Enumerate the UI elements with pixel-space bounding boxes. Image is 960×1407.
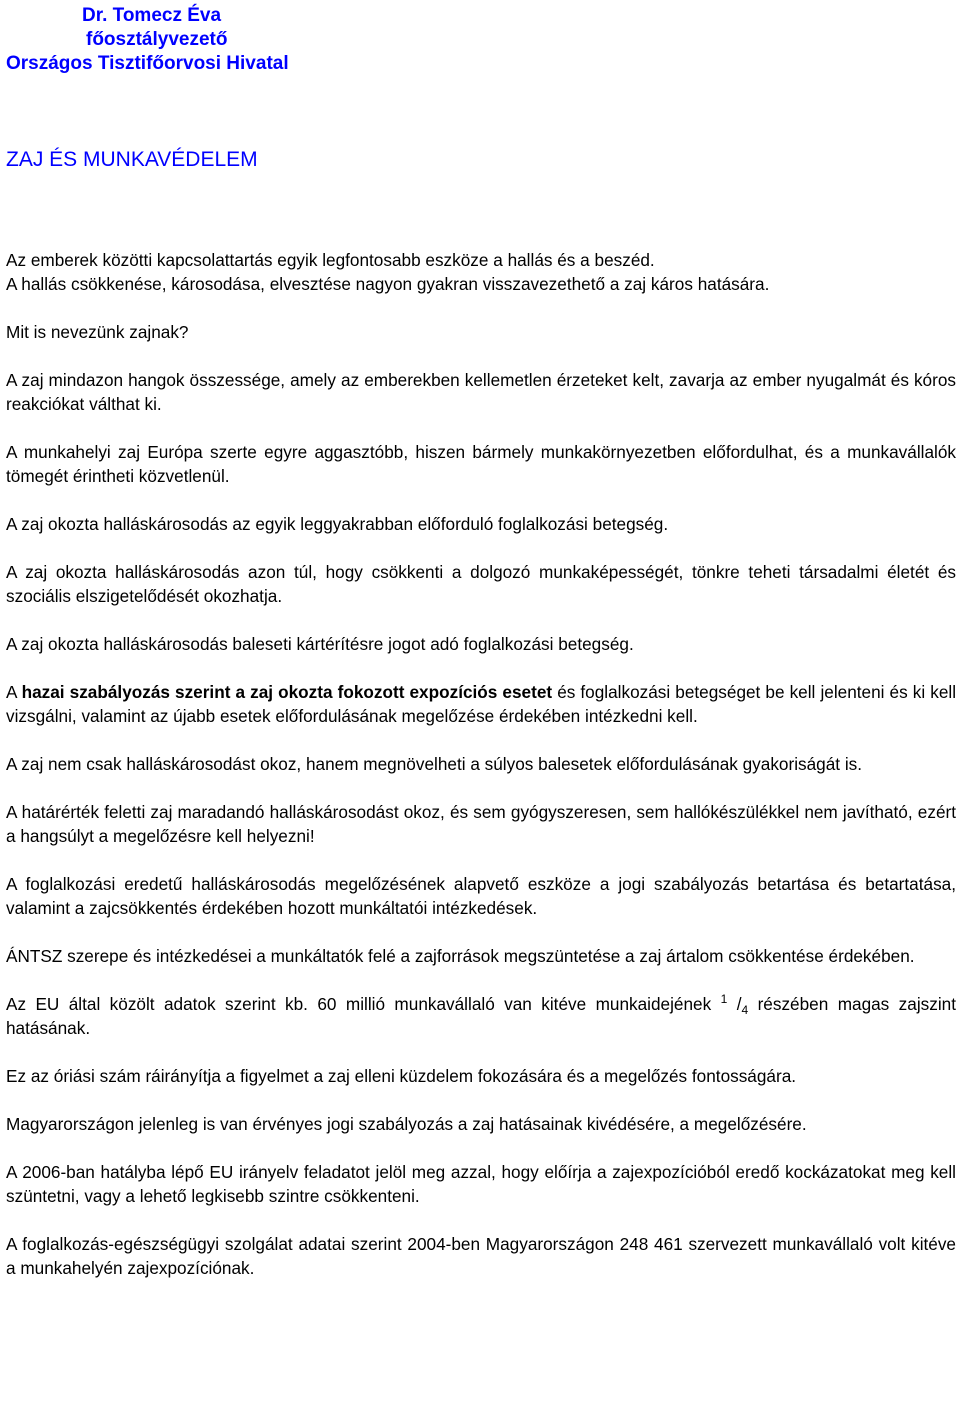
paragraph-prevention: A foglalkozási eredetű halláskárosodás megelőzésének alapvető eszköze a jogi szabályozás betartása és betartatása, valamint a zajcsökkentés érdekében hozott munkáltatói intézkedések. (6, 874, 956, 918)
paragraph-definition: A zaj mindazon hangok összessége, amely az emberekben kellemetlen érzeteket kelt, zavarja az ember nyugalmát és kóros reakciókat válthat ki. (6, 370, 956, 414)
document-title: ZAJ ÉS MUNKAVÉDELEM (6, 148, 258, 171)
fraction-denominator: 4 (741, 1003, 749, 1017)
author-block (6, 4, 289, 76)
author-position: főosztályvezető (86, 29, 228, 50)
paragraph-workplace-noise: A munkahelyi zaj Európa szerte egyre aggasztóbb, hiszen bármely munkakörnyezetben előfordulhat, és a munkavállalók tömegét érintheti közvetlenül. (6, 442, 956, 486)
paragraph-antsz: ÁNTSZ szerepe és intézkedései a munkáltatók felé a zajforrások megszüntetése a zaj ártalom csökkentése érdekében. (6, 946, 915, 966)
author-name: Dr. Tomecz Éva (82, 5, 222, 26)
paragraph-social-effects: A zaj okozta halláskárosodás azon túl, hogy csökkenti a dolgozó munkaképességét, tönkre teheti társadalmi életét és szociális elszigetelődését okozhatja. (6, 562, 956, 606)
paragraph-accidents: A zaj nem csak halláskárosodást okoz, hanem megnövelheti a súlyos balesetek előfordulásának gyakoriságát is. (6, 754, 863, 774)
paragraph-eu-directive: A 2006-ban hatályba lépő EU irányelv feladatot jelöl meg azzal, hogy előírja a zajexpozícióból eredő kockázatokat meg kell szüntetni, vagy a lehető legkisebb szintre csökkenteni. (6, 1162, 956, 1206)
fraction-numerator: 1 (720, 992, 728, 1006)
regulation-emphasis: hazai szabályozás szerint a zaj okozta fokozott expozíciós esetet (21, 682, 553, 702)
paragraph-1a: Az emberek közötti kapcsolattartás egyik legfontosabb eszköze a hallás és a beszéd. (6, 250, 655, 270)
paragraph-occupational-disease: A zaj okozta halláskárosodás az egyik leggyakrabban előforduló foglalkozási betegség. (6, 514, 669, 534)
paragraph-hungary-regulation: Magyarországon jelenleg is van érvényes jogi szabályozás a zaj hatásainak kivédésére, a megelőzésére. (6, 1114, 807, 1134)
paragraph-regulation: A hazai szabályozás szerint a zaj okozta fokozott expozíciós esetet és foglalkozási betegséget be kell jelenteni és ki kell vizsgálni, valamint az újabb esetek előfordulásának megelőzése érdekében intézkedni kell. (6, 682, 957, 726)
paragraph-1b: A hallás csökkenése, károsodása, elvesztése nagyon gyakran visszavezethető a zaj káros hatására. (6, 274, 770, 294)
paragraph-compensation: A zaj okozta halláskárosodás baleseti kártérítésre jogot adó foglalkozási betegség. (6, 634, 634, 654)
document-body (6, 248, 956, 1280)
paragraph-eu-data: Az EU által közölt adatok szerint kb. 60 millió munkavállaló van kitéve munkaidejének $^1$ $/_4$ részében magas zajszint hatásának. (6, 992, 956, 1038)
paragraph-statistics: A foglalkozás-egészségügyi szolgálat adatai szerint 2004-ben Magyarországon 248 461 szervezett munkavállaló volt kitéve a munkahelyén zajexpozíciónak. (6, 1234, 956, 1278)
paragraph-limit-value: A határérték feletti zaj maradandó halláskárosodást okoz, és sem gyógyszeresen, sem hallókészülékkel nem javítható, ezért a hangsúlyt a megelőzésre kell helyezni! (6, 802, 956, 846)
paragraph-attention: Ez az óriási szám ráirányítja a figyelmet a zaj elleni küzdelem fokozására és a megelőzés fontosságára. (6, 1066, 797, 1086)
author-institution: Országos Tisztifőorvosi Hivatal (6, 53, 289, 74)
paragraph-question: Mit is nevezünk zajnak? (6, 322, 189, 342)
